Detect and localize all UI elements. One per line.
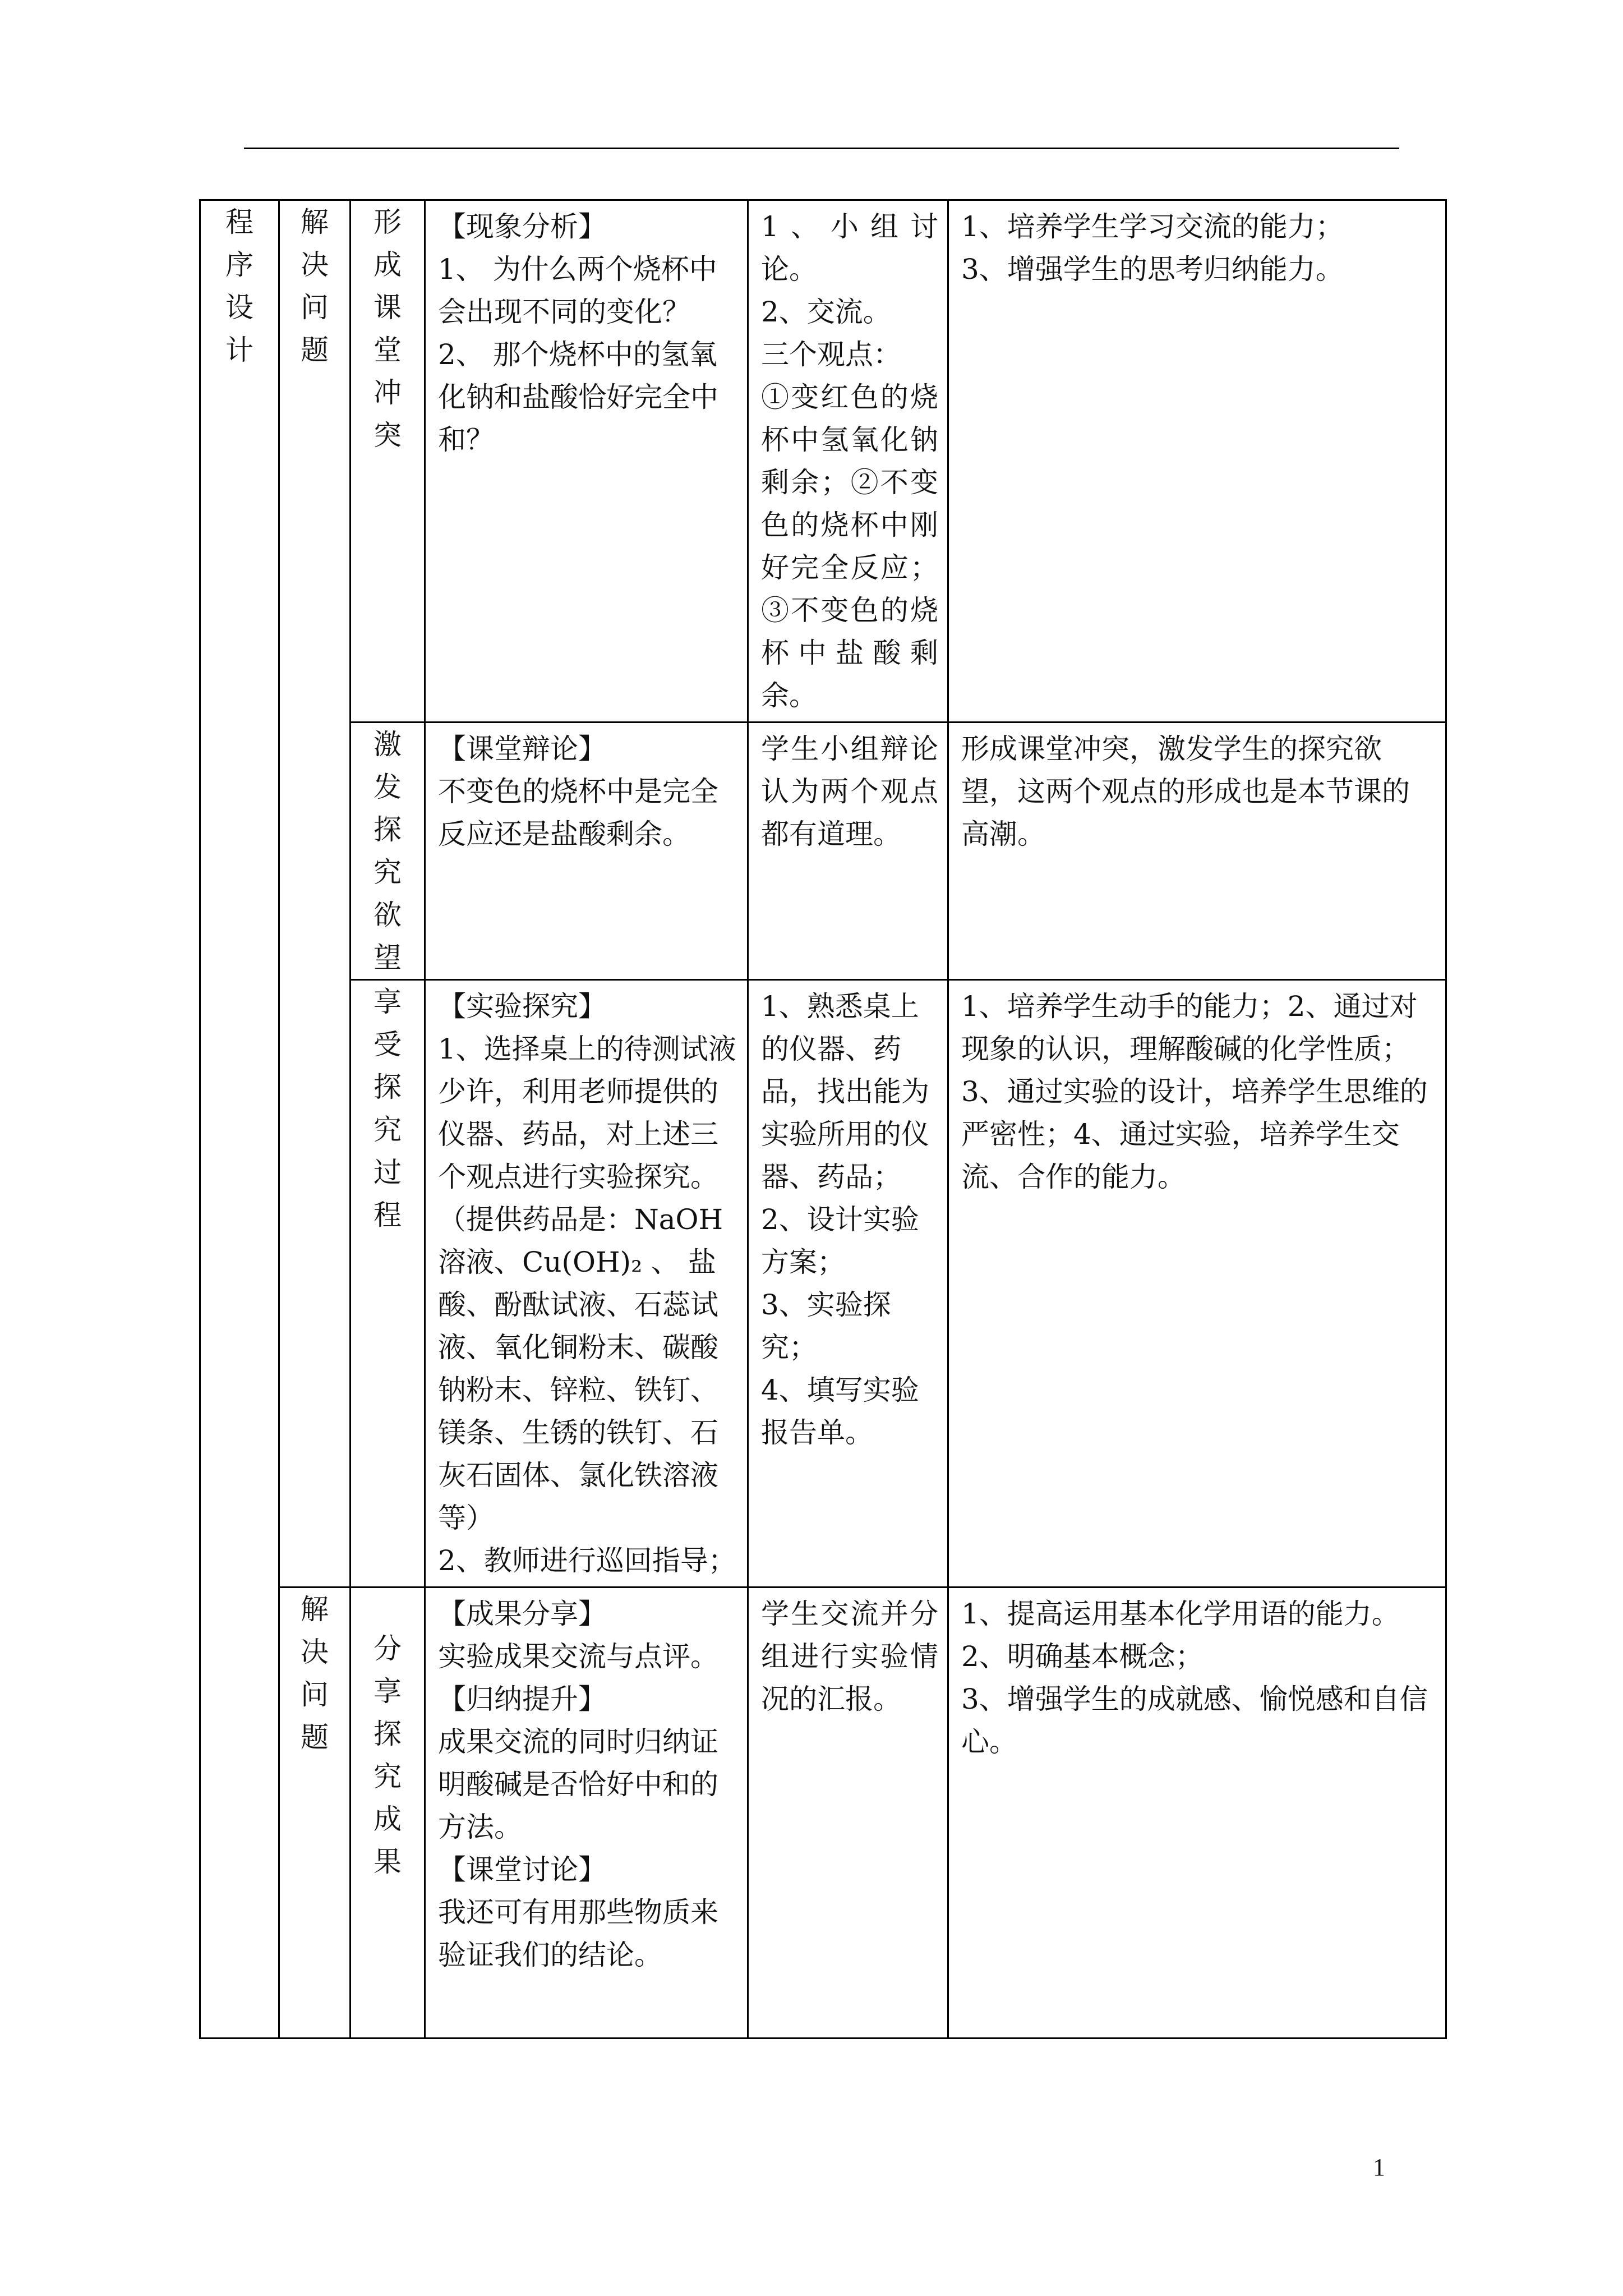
lesson-plan-table xyxy=(199,199,1447,2039)
student-cell xyxy=(748,723,948,980)
content-cell xyxy=(425,200,748,723)
stage-label: 分享探究成果 xyxy=(374,1632,402,1878)
content-cell xyxy=(425,1588,748,2039)
content-text: 【实验探究】 1、选择桌上的待测试液少许，利用老师提供的仪器、药品，对上述三个观点进行实验探究。 （提供药品是：NaOH溶液、Cu(OH)₂ 、 盐酸、酚酞试液、石蕊试液、氧化铜粉末、碳酸钠粉末、锌粒、铁钉、镁条、生锈的铁钉、石灰石固体、氯化铁溶液等） 2、教师进行巡回指导； xyxy=(438,990,736,1577)
group-label-cell xyxy=(279,200,351,1588)
content-cell xyxy=(425,723,748,980)
content-text: 【课堂辩论】 不变色的烧杯中是完全反应还是盐酸剩余。 xyxy=(438,733,718,850)
content-text: 【现象分析】 1、 为什么两个烧杯中会出现不同的变化？ 2、 那个烧杯中的氢氧化钠和盐酸恰好完全中和？ xyxy=(438,210,718,456)
stage-label: 形成课堂冲突 xyxy=(374,206,402,452)
group-label-cell xyxy=(279,1588,351,2039)
stage-label: 享受探究过程 xyxy=(374,986,402,1231)
content-cell xyxy=(425,980,748,1588)
student-cell xyxy=(748,980,948,1588)
intent-cell xyxy=(948,200,1446,723)
group-label: 解决问题 xyxy=(301,1593,329,1754)
stage-cell xyxy=(351,723,425,980)
intent-cell xyxy=(948,980,1446,1588)
intent-text: 1、培养学生学习交流的能力； 3、增强学生的思考归纳能力。 xyxy=(961,210,1344,286)
header-rule xyxy=(244,148,1399,149)
stage-label: 激发探究欲望 xyxy=(374,728,402,974)
table-row xyxy=(200,1588,1446,2039)
student-activity-text: 学生交流并分组进行实验情况的汇报。 xyxy=(761,1598,938,1715)
student-cell xyxy=(748,1588,948,2039)
stage-cell xyxy=(351,1588,425,2039)
student-activity-text: 学生小组辩论认为两个观点都有道理。 xyxy=(761,733,938,850)
outer-label: 程序设计 xyxy=(225,206,253,366)
table-row xyxy=(200,723,1446,980)
intent-cell xyxy=(948,1588,1446,2039)
table-row xyxy=(200,980,1446,1588)
stage-cell xyxy=(351,200,425,723)
intent-text: 1、提高运用基本化学用语的能力。 2、明确基本概念； 3、增强学生的成就感、愉悦感和自信心。 xyxy=(961,1598,1428,1758)
table-row xyxy=(200,200,1446,723)
page-number: 1 xyxy=(1373,2154,1385,2181)
content-text: 【成果分享】 实验成果交流与点评。 【归纳提升】 成果交流的同时归纳证明酸碱是否恰好中和的方法。 【课堂讨论】 我还可有用那些物质来验证我们的结论。 xyxy=(438,1598,718,1971)
intent-text: 1、培养学生动手的能力；2、通过对现象的认识，理解酸碱的化学性质； 3、通过实验的设计，培养学生思维的严密性；4、通过实验，培养学生交流、合作的能力。 xyxy=(961,990,1428,1193)
intent-text: 形成课堂冲突，激发学生的探究欲望，这两个观点的形成也是本节课的高潮。 xyxy=(961,733,1410,850)
student-activity-text: 1、熟悉桌上的仪器、药品，找出能为实验所用的仪器、药品； 2、设计实验方案； 3、实验探究； 4、填写实验报告单。 xyxy=(761,990,929,1449)
student-cell xyxy=(748,200,948,723)
stage-cell xyxy=(351,980,425,1588)
outer-label-cell xyxy=(200,200,279,2039)
intent-cell xyxy=(948,723,1446,980)
group-label: 解决问题 xyxy=(301,206,329,366)
student-activity-text: 1、小组讨论。 2、交流。 三个观点： ①变红色的烧杯中氢氧化钠剩余；②不变色的烧杯中刚好完全反应；③不变色的烧杯中盐酸剩余。 xyxy=(761,210,938,712)
